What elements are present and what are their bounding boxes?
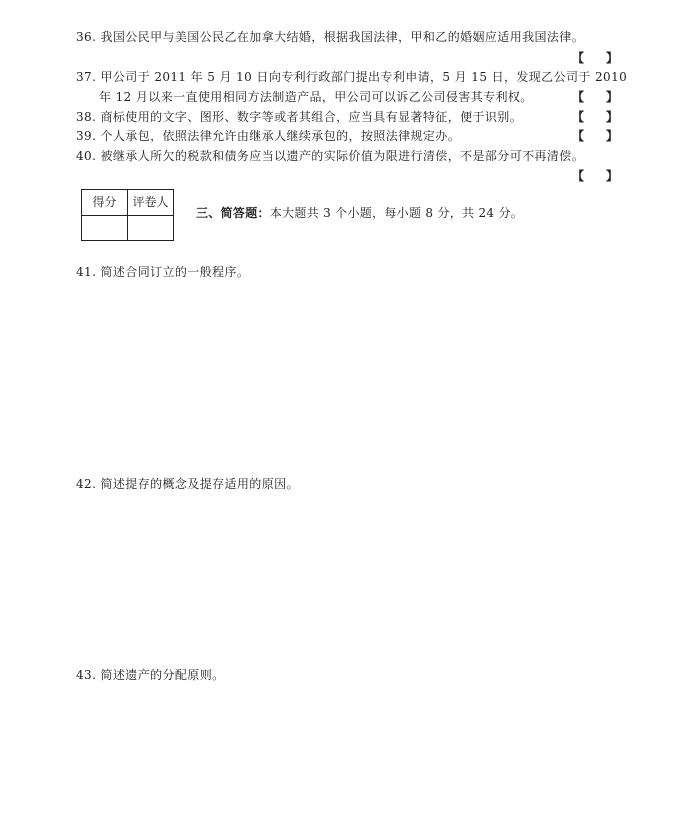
question-43-text: 43. 简述遗产的分配原则。 — [76, 668, 225, 682]
question-37-text-line1: 37. 甲公司于 2011 年 5 月 10 日向专利行政部门提出专利申请，5 月 15 日，发现乙公司于 2010 — [76, 70, 628, 84]
answer-bracket-40: 【 】 — [572, 169, 619, 183]
score-label: 得分 — [82, 190, 128, 216]
question-36-text: 36. 我国公民甲与美国公民乙在加拿大结婚，根据我国法律，甲和乙的婚姻应适用我国法律。 — [76, 30, 585, 44]
question-41-text: 41. 简述合同订立的一般程序。 — [76, 265, 250, 279]
question-39-text: 39. 个人承包，依照法律允许由继承人继续承包的，按照法律规定办。 — [76, 129, 461, 143]
section-heading — [196, 207, 523, 219]
answer-bracket-39: 【 】 — [572, 129, 619, 143]
answer-bracket-37: 【 】 — [572, 90, 619, 104]
answer-bracket-38: 【 】 — [572, 110, 619, 124]
grader-entry-cell — [128, 215, 174, 241]
answer-bracket-36: 【 】 — [572, 51, 619, 65]
grader-label: 评卷人 — [128, 190, 174, 216]
question-37-text-line2: 年 12 月以来一直使用相同方法制造产品，甲公司可以诉乙公司侵害其专利权。 — [99, 90, 533, 104]
question-42-text: 42. 简述提存的概念及提存适用的原因。 — [76, 477, 299, 491]
question-38-text: 38. 商标使用的文字、图形、数字等或者其组合，应当具有显著特征，便于识别。 — [76, 110, 523, 124]
question-40-text: 40. 被继承人所欠的税款和债务应当以遗产的实际价值为限进行清偿，不是部分可不再清偿。 — [76, 149, 585, 163]
section-instruction: 本大题共 3 个小题，每小题 8 分，共 24 分。 — [269, 206, 524, 220]
score-box — [81, 189, 174, 241]
section-title: 三、简答题： — [196, 206, 270, 220]
score-entry-cell — [82, 215, 128, 241]
